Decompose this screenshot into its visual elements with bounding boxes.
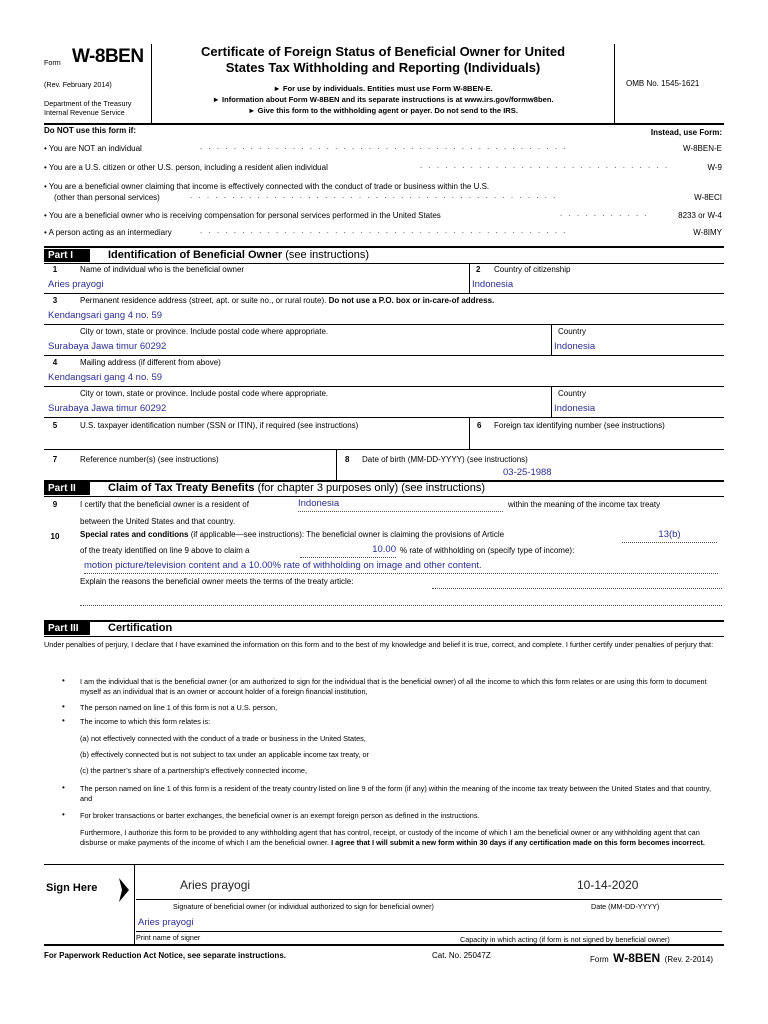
- donot-item-4: • You are a beneficial owner who is receiving compensation for personal services performed in the United States: [44, 211, 441, 220]
- department: Department of the Treasury: [44, 99, 132, 108]
- mailing-address-field[interactable]: Kendangsari gang 4 no. 59: [48, 372, 163, 383]
- revision-date: (Rev. February 2014): [44, 80, 112, 89]
- treaty-country-field[interactable]: Indonesia: [298, 498, 503, 512]
- form-word: Form: [44, 58, 61, 67]
- reference-number-field[interactable]: [48, 466, 328, 479]
- donot-form-1: W-8BEN-E: [683, 144, 722, 153]
- beneficial-owner-name-field[interactable]: Aries prayogi: [48, 279, 104, 290]
- line7-label: Reference number(s) (see instructions): [80, 455, 219, 464]
- irs-label: Internal Revenue Service: [44, 108, 125, 117]
- line3-city-label: City or town, state or province. Include postal code where appropriate.: [80, 327, 329, 336]
- signature-date-field[interactable]: 10-14-2020: [577, 878, 639, 892]
- line9-text: I certify that the beneficial owner is a resident of: [80, 500, 249, 509]
- print-name-field[interactable]: Aries prayogi: [138, 917, 194, 928]
- treaty-article-field[interactable]: 13(b): [622, 529, 717, 543]
- cert-furthermore: Furthermore, I authorize this form to be provided to any withholding agent that has control, receipt, or custody of the income of which I am the beneficial owner or any withholding agent that can disburse or make payments of the income of which I am the beneficial owner. I agree that I will submit a new form within 30 days if any certification made on this form becomes incorrect.: [80, 828, 705, 847]
- line2-label: Country of citizenship: [494, 265, 571, 274]
- donot-item-2: • You are a U.S. citizen or other U.S. person, including a resident alien individual: [44, 163, 328, 172]
- line8-label: Date of birth (MM-DD-YYYY) (see instructions): [362, 455, 528, 464]
- mailing-country-field[interactable]: Indonesia: [554, 403, 596, 414]
- donot-form-4: 8233 or W-4: [674, 211, 722, 220]
- withholding-rate-field[interactable]: 10.00: [300, 544, 396, 558]
- line3-label: Permanent residence address (street, apt. or suite no., or rural route). Do not use a P.O. box or in-care-of address.: [80, 296, 495, 305]
- cert-bullet-3a: (a) not effectively connected with the conduct of a trade or business in the United States,: [80, 734, 366, 743]
- date-label: Date (MM-DD-YYYY): [591, 902, 660, 911]
- line9-text-c: between the United States and that country.: [80, 517, 236, 526]
- print-name-label: Print name of signer: [136, 933, 201, 942]
- donot-item-1: • You are NOT an individual: [44, 144, 142, 153]
- capacity-field[interactable]: [458, 918, 718, 931]
- signature-label: Signature of beneficial owner (or individual authorized to sign for beneficial owner): [173, 902, 434, 911]
- line10-text-c: % rate of withholding on (specify type of income):: [400, 546, 575, 555]
- cert-bullet-5: For broker transactions or barter exchanges, the beneficial owner is an exempt foreign person as defined in the instructions.: [80, 811, 480, 820]
- cert-bullet-3c: (c) the partner’s share of a partnership’s effectively connected income,: [80, 766, 308, 775]
- form-title: Certificate of Foreign Status of Beneficial Owner for United States Tax Withholding and Reporting (Individuals): [200, 44, 566, 75]
- permanent-address-field[interactable]: Kendangsari gang 4 no. 59: [48, 310, 163, 321]
- instead-heading: Instead, use Form:: [650, 128, 722, 137]
- country-of-citizenship-field[interactable]: Indonesia: [472, 279, 514, 290]
- part1-title: Identification of Beneficial Owner (see instructions): [108, 249, 370, 261]
- permanent-country-field[interactable]: Indonesia: [554, 341, 596, 352]
- donot-form-5: W-8IMY: [689, 228, 722, 237]
- footer-form-id: Form W-8BEN (Rev. 2-2014): [590, 951, 713, 965]
- cert-bullet-4: The person named on line 1 of this form is a resident of the treaty country listed on line 9 of the form (if any) within the meaning of the income tax treaty between the United States and that country, and: [80, 784, 711, 803]
- line5-label: U.S. taxpayer identification number (SSN or ITIN), if required (see instructions): [80, 421, 359, 430]
- form-notes: ► For use by individuals. Entities must use Form W-8BEN-E. ► Information about Form W-8BEN and its separate instructions is at www.irs.gov/formw8ben. ► Give this form to the withholding agent or payer. Do not send to the IRS.: [212, 84, 554, 115]
- part3-title: Certification: [108, 622, 173, 634]
- donot-item-5: • A person acting as an intermediary: [44, 228, 172, 237]
- foreign-tin-field[interactable]: [472, 433, 722, 447]
- omb-number: OMB No. 1545-1621: [626, 79, 700, 88]
- form-name: W-8BEN: [72, 46, 144, 67]
- signature-field[interactable]: Aries prayogi: [180, 878, 251, 892]
- donot-form-3: W-8ECI: [690, 193, 722, 202]
- donot-item-3b: (other than personal services): [54, 193, 160, 202]
- certification-intro: Under penalties of perjury, I declare that I have examined the information on this form and to the best of my knowledge and belief it is true, correct, and complete. I further certify under penalties of perjury that:: [44, 640, 714, 649]
- part1-label: Part I: [44, 249, 90, 262]
- line10-explain: Explain the reasons the beneficial owner meets the terms of the treaty article:: [80, 577, 354, 586]
- line10-text-b: of the treaty identified on line 9 above to claim a: [80, 546, 250, 555]
- capacity-label: Capacity in which acting (if form is not signed by beneficial owner): [460, 935, 670, 944]
- catalog-number: Cat. No. 25047Z: [432, 951, 491, 960]
- line10-text: Special rates and conditions (if applicable—see instructions): The beneficial owner is claiming the provisions of Article: [80, 530, 505, 539]
- line4-label: Mailing address (if different from above): [80, 358, 221, 367]
- line4-country-label: Country: [558, 389, 587, 398]
- sign-here-label: Sign Here: [46, 882, 98, 894]
- permanent-city-field[interactable]: Surabaya Jawa timur 60292: [48, 341, 167, 352]
- line4-city-label: City or town, state or province. Include postal code where appropriate.: [80, 389, 329, 398]
- date-of-birth-field[interactable]: 03-25-1988: [503, 467, 552, 478]
- part3-label: Part III: [44, 622, 90, 635]
- line9-text-b: within the meaning of the income tax treaty: [508, 500, 661, 509]
- us-tin-field[interactable]: [48, 433, 463, 447]
- income-type-field[interactable]: motion picture/television content and a 10.00% rate of withholding on image and other content.: [84, 560, 718, 574]
- line3-country-label: Country: [558, 327, 587, 336]
- part2-title: Claim of Tax Treaty Benefits (for chapter 3 purposes only) (see instructions): [108, 482, 486, 494]
- cert-bullet-2: The person named on line 1 of this form is not a U.S. person,: [80, 703, 278, 712]
- footer-notice: For Paperwork Reduction Act Notice, see separate instructions.: [44, 951, 286, 960]
- mailing-city-field[interactable]: Surabaya Jawa timur 60292: [48, 403, 167, 414]
- part2-label: Part II: [44, 482, 90, 495]
- cert-bullet-1: I am the individual that is the beneficial owner (or am authorized to sign for the individual that is the beneficial owner) of all the income to which this form relates or are using this form to document myself as an individual that is an owner or account holder of a foreign financial institution,: [80, 677, 707, 696]
- donot-form-2: W-9: [703, 163, 722, 172]
- line1-label: Name of individual who is the beneficial owner: [80, 265, 245, 274]
- cert-bullet-3: The income to which this form relates is:: [80, 717, 211, 726]
- sign-arrow-icon: [118, 877, 130, 903]
- cert-bullet-3b: (b) effectively connected but is not subject to tax under an applicable income tax treaty, or: [80, 750, 369, 759]
- donot-item-3: • You are a beneficial owner claiming that income is effectively connected with the conduct of trade or business within the U.S.: [44, 182, 490, 191]
- donot-heading: Do NOT use this form if:: [44, 126, 136, 135]
- line6-label: Foreign tax identifying number (see instructions): [494, 421, 665, 430]
